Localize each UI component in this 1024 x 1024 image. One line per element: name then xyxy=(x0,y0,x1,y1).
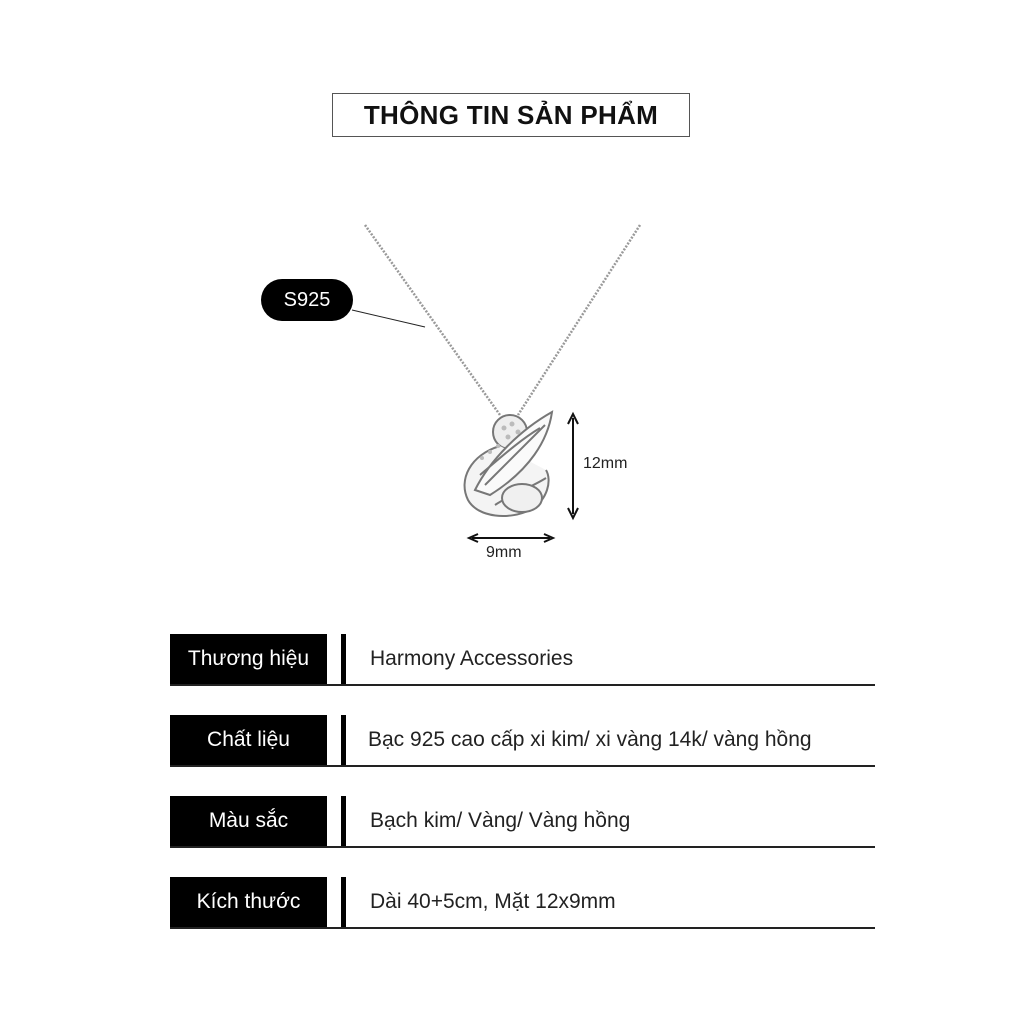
spec-value: Dài 40+5cm, Mặt 12x9mm xyxy=(370,890,616,913)
spec-underline xyxy=(170,846,875,848)
spec-underline xyxy=(170,684,875,686)
material-tag-badge: S925 xyxy=(261,279,353,321)
spec-row-material xyxy=(170,715,875,767)
spec-value: Bạch kim/ Vàng/ Vàng hồng xyxy=(370,809,631,832)
spec-value: Bạc 925 cao cấp xi kim/ xi vàng 14k/ vàng hồng xyxy=(368,728,812,751)
spec-label: Kích thước xyxy=(170,877,327,927)
spec-row-brand xyxy=(170,634,875,686)
spec-row-size xyxy=(170,877,875,929)
spec-divider xyxy=(341,715,346,767)
spec-value: Harmony Accessories xyxy=(370,647,574,670)
page-title: THÔNG TIN SẢN PHẨM xyxy=(363,99,659,130)
spec-label: Thương hiệu xyxy=(170,634,327,684)
width-dimension-label: 9mm xyxy=(486,544,522,561)
spec-divider xyxy=(341,796,346,848)
spec-label: Chất liệu xyxy=(170,715,327,765)
spec-row-color xyxy=(170,796,875,848)
spec-label: Màu sắc xyxy=(170,796,327,846)
spec-underline xyxy=(170,927,875,929)
height-dimension-label: 12mm xyxy=(583,455,628,472)
spec-divider xyxy=(341,634,346,686)
spec-underline xyxy=(170,765,875,767)
spec-divider xyxy=(341,877,346,929)
